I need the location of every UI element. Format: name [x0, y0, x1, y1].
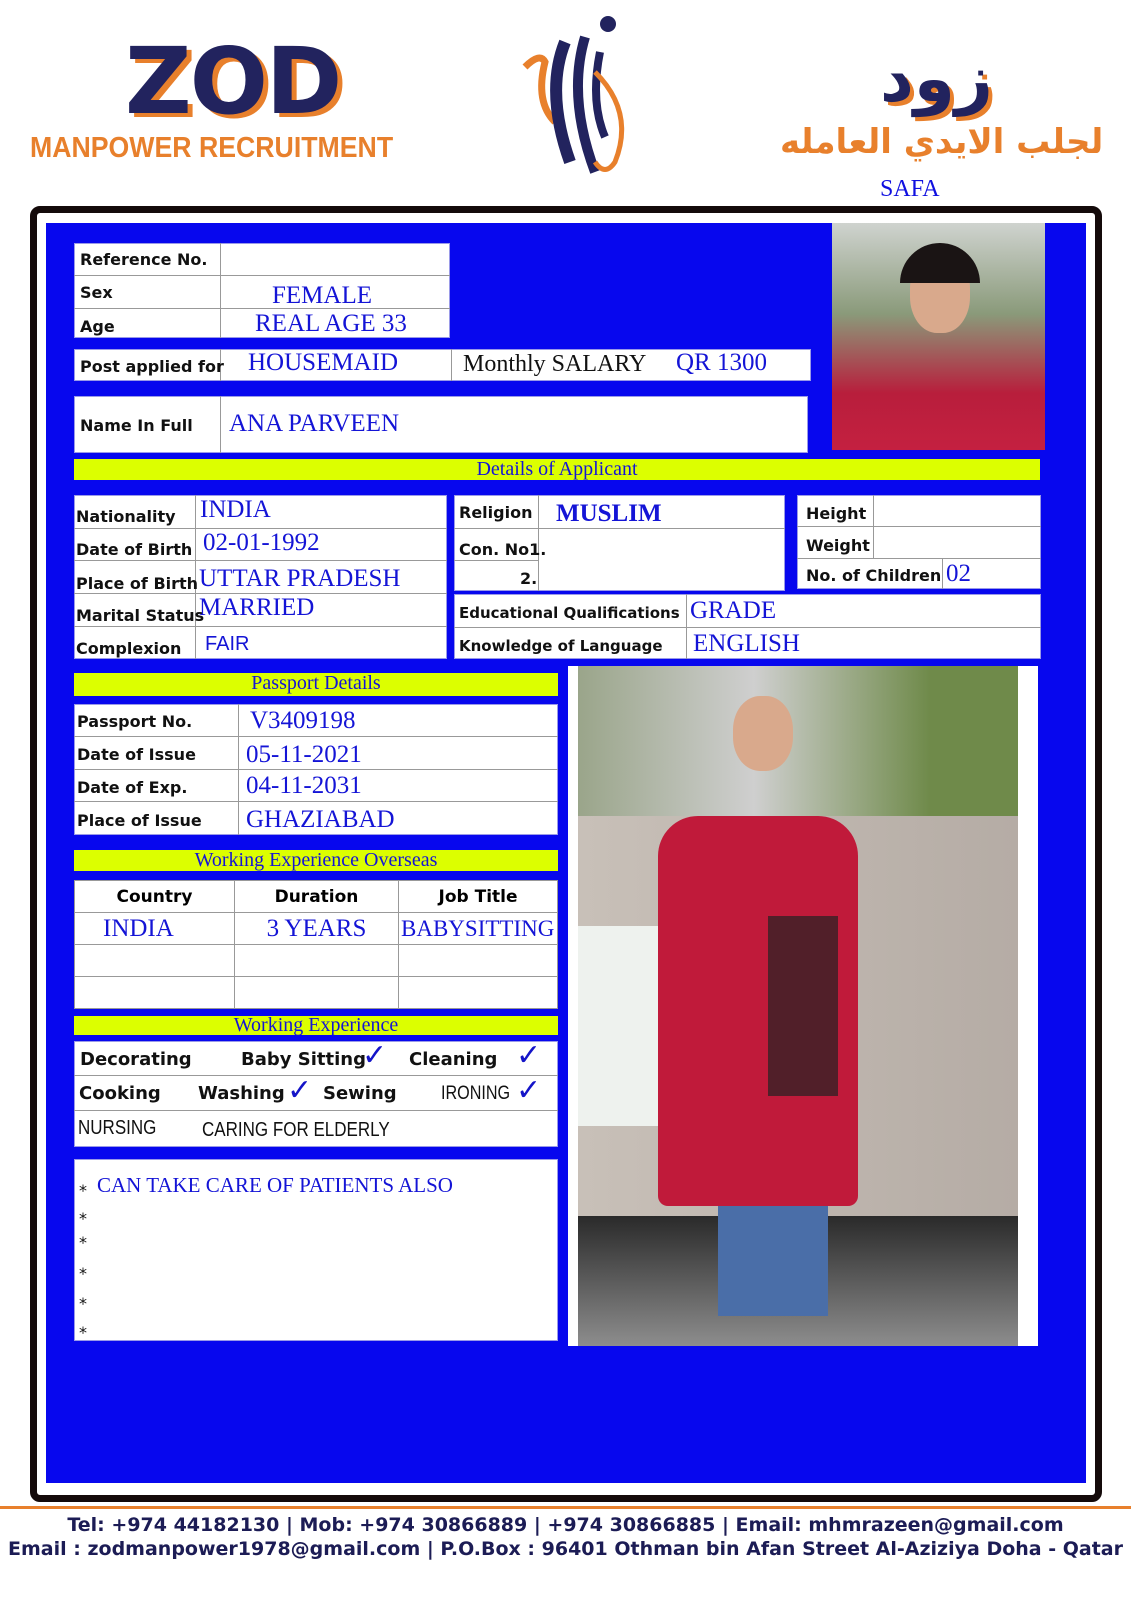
skill-washing: Washing [198, 1083, 285, 1104]
bullet: * [79, 1209, 87, 1228]
contact2-label: 2. [520, 569, 538, 588]
brand-subtitle: MANPOWER RECRUITMENT [30, 132, 394, 164]
dob-value: 02-01-1992 [203, 529, 320, 556]
pob-value: UTTAR PRADESH [199, 565, 401, 592]
skill-sewing: Sewing [323, 1083, 397, 1104]
table-row [75, 913, 558, 945]
education-label: Educational Qualifications [459, 604, 680, 622]
passport-section-title: Passport Details [74, 673, 558, 696]
religion-value: MUSLIM [556, 500, 662, 527]
duration-cell: 3 YEARS [235, 913, 399, 945]
post-value: HOUSEMAID [248, 349, 398, 376]
complexion-label: Complexion [76, 639, 182, 658]
footer-contact-line: Tel: +974 44182130 | Mob: +974 30866889 | +974 30866885 | Email: mhmrazeen@gmail.com [67, 1514, 1064, 1536]
column-header-country: Country [75, 881, 235, 913]
table-row [75, 945, 558, 977]
age-value: REAL AGE 33 [255, 310, 407, 337]
agent-name: SAFA [880, 176, 940, 202]
skill-baby-sitting: Baby Sitting [241, 1049, 366, 1070]
name-label: Name In Full [80, 416, 193, 435]
skill-elderly-care: CARING FOR ELDERLY [202, 1119, 390, 1141]
expiry-date-label: Date of Exp. [77, 778, 188, 797]
arabic-subtitle: لجلب الايدي العامله [780, 122, 1104, 162]
expiry-date-value: 04-11-2031 [246, 772, 362, 799]
table-header-row [75, 881, 558, 913]
marital-label: Marital Status [76, 606, 205, 625]
brand-logo-icon [515, 12, 645, 182]
check-icon: ✓ [362, 1038, 388, 1073]
note-item: CAN TAKE CARE OF PATIENTS ALSO [97, 1173, 453, 1197]
pob-label: Place of Birth [76, 574, 199, 593]
footer-address-line: Email : zodmanpower1978@gmail.com | P.O.Box : 96401 Othman bin Afan Street Al-Aziziya Doha - Qatar [8, 1538, 1123, 1560]
bullet: * [79, 1264, 87, 1283]
skill-cooking: Cooking [79, 1083, 161, 1104]
column-header-duration: Duration [235, 881, 399, 913]
religion-label: Religion [459, 503, 533, 522]
marital-value: MARRIED [199, 594, 315, 621]
education-value: GRADE [690, 597, 777, 624]
country-cell: INDIA [75, 913, 235, 945]
table-row [75, 977, 558, 1009]
applicant-portrait-photo [832, 223, 1045, 450]
applicant-full-photo [568, 666, 1038, 1346]
issue-place-value: GHAZIABAD [246, 806, 395, 833]
nationality-label: Nationality [76, 507, 176, 526]
issue-place-label: Place of Issue [77, 811, 202, 830]
weight-label: Weight [806, 536, 870, 555]
contact1-label: Con. No1. [459, 540, 547, 559]
check-icon: ✓ [516, 1073, 542, 1108]
job-title-cell: BABYSITTING [399, 913, 558, 945]
overseas-section-title: Working Experience Overseas [74, 850, 558, 871]
skill-cleaning: Cleaning [409, 1049, 498, 1070]
skill-ironing: IRONING [441, 1083, 511, 1104]
sex-label: Sex [80, 283, 113, 302]
nationality-value: INDIA [200, 496, 271, 523]
check-icon: ✓ [516, 1038, 542, 1073]
arabic-brand: زود [880, 40, 993, 117]
bullet: * [79, 1181, 87, 1200]
post-label: Post applied for [80, 357, 224, 376]
salary-value: QR 1300 [676, 349, 767, 376]
passport-no-label: Passport No. [77, 712, 193, 731]
overseas-table [74, 880, 558, 1009]
check-icon: ✓ [287, 1073, 313, 1108]
sex-value: FEMALE [272, 282, 372, 309]
height-label: Height [806, 504, 867, 523]
complexion-value: FAIR [205, 633, 250, 655]
bullet: * [79, 1233, 87, 1252]
details-section-title: Details of Applicant [74, 459, 1040, 480]
dob-label: Date of Birth [76, 540, 193, 559]
children-value: 02 [946, 560, 971, 587]
experience-section-title: Working Experience [74, 1016, 558, 1035]
issue-date-value: 05-11-2021 [246, 741, 362, 768]
skill-decorating: Decorating [80, 1049, 192, 1070]
language-label: Knowledge of Language [459, 637, 663, 655]
age-label: Age [80, 317, 115, 336]
language-value: ENGLISH [693, 630, 800, 657]
bullet: * [79, 1323, 87, 1342]
issue-date-label: Date of Issue [77, 745, 196, 764]
brand-logo-text: ZOD [125, 28, 341, 135]
reference-label: Reference No. [80, 250, 208, 269]
children-label: No. of Children [806, 566, 942, 585]
column-header-job-title: Job Title [399, 881, 558, 913]
salary-label: Monthly SALARY [463, 351, 647, 377]
bullet: * [79, 1294, 87, 1313]
footer-divider [0, 1506, 1131, 1509]
skill-nursing: NURSING [78, 1117, 157, 1139]
passport-no-value: V3409198 [250, 707, 356, 734]
name-value: ANA PARVEEN [229, 410, 400, 437]
